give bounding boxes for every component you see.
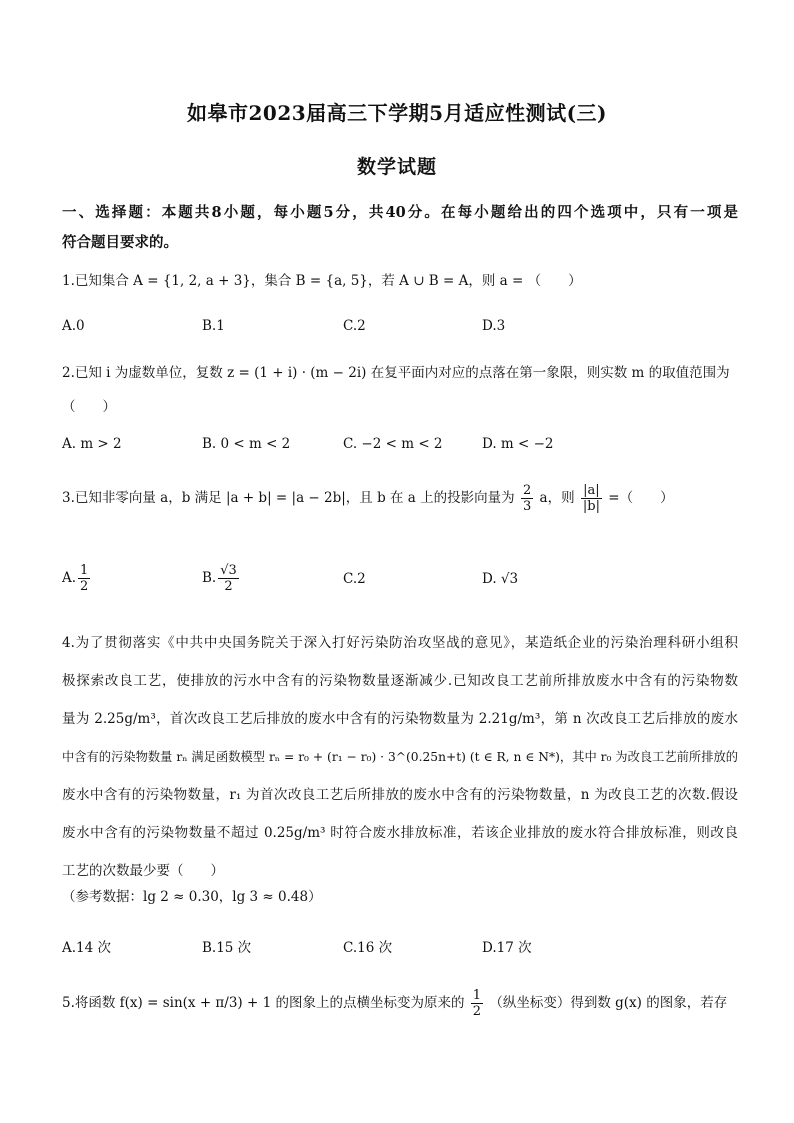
question-2-option-b: B. 0 < m < 2 bbox=[202, 436, 291, 452]
section-heading-line-2: 符合题目要求的。 bbox=[62, 234, 178, 251]
question-3-projection-fraction bbox=[521, 483, 533, 514]
question-2-option-a: A. m > 2 bbox=[62, 436, 122, 452]
question-3-option-b bbox=[202, 563, 241, 594]
question-3-option-b-denominator: 2 bbox=[224, 579, 233, 594]
question-4-option-a: A.14 次 bbox=[62, 940, 112, 956]
question-3-projection-numerator: 2 bbox=[522, 483, 532, 498]
question-4-option-b: B.15 次 bbox=[202, 940, 252, 956]
question-1-option-d: D.3 bbox=[482, 318, 506, 334]
page-subtitle: 数学试题 bbox=[356, 156, 437, 178]
question-2-stem-line-1: 2.已知 i 为虚数单位，复数 z = (1 + i) · (m − 2i) 在复平面内对应的点落在第一象限，则实数 m 的取值范围为 bbox=[62, 365, 730, 381]
question-3-stem-part-a: 3.已知非零向量 a，b 满足 |a + b| = |a − 2b|，且 b 在 a 上的投影向量为 bbox=[62, 490, 515, 506]
question-3-option-c: C.2 bbox=[343, 571, 366, 587]
question-4-line-7: 工艺的次数最少要（ ） bbox=[62, 863, 224, 879]
question-3-projection-denominator: 3 bbox=[522, 499, 532, 514]
question-2-options bbox=[62, 436, 738, 460]
question-4-line-3: 量为 2.25g/m³，首次改良工艺后排放的废水中含有的污染物数量为 2.21g/m³，第 n 次改良工艺后排放的废水 bbox=[62, 711, 738, 727]
question-4-option-c: C.16 次 bbox=[343, 940, 393, 956]
question-3-option-a-label: A. bbox=[62, 570, 77, 586]
question-1-options bbox=[62, 318, 738, 342]
question-2-option-c: C. −2 < m < 2 bbox=[343, 436, 443, 452]
question-1-option-a: A.0 bbox=[62, 318, 85, 334]
section-heading bbox=[62, 198, 738, 258]
question-4-line-1: 4.为了贯彻落实《中共中央国务院关于深入打好污染防治攻坚战的意见》，某造纸企业的污染治理科研小组积 bbox=[62, 635, 738, 651]
question-3-option-a bbox=[62, 563, 92, 594]
question-3-option-d: D. √3 bbox=[482, 571, 519, 587]
question-4-line-6: 废水中含有的污染物数量不超过 0.25g/m³ 时符合废水排放标准，若该企业排放的废水符合排放标准，则改良 bbox=[62, 825, 738, 841]
question-2-stem bbox=[62, 362, 738, 418]
question-2-option-d: D. m < −2 bbox=[482, 436, 554, 452]
question-2-stem-line-2: （ ） bbox=[62, 399, 116, 415]
question-1-stem: 1.已知集合 A = {1, 2, a + 3}，集合 B = {a, 5}，若 A ∪ B = A，则 a = （ ） bbox=[62, 273, 582, 289]
question-5-half-numerator: 1 bbox=[472, 988, 482, 1003]
question-3-stem-part-c: =（ ） bbox=[608, 490, 674, 506]
question-5-stem-part-b: （纵坐标变）得到数 g(x) 的图象，若存 bbox=[489, 995, 728, 1011]
question-4-options bbox=[62, 936, 738, 960]
question-5-stem-part-a: 5.将函数 f(x) = sin(x + π/3) + 1 的图象上的点横坐标变为原来的 bbox=[62, 995, 465, 1011]
section-heading-line-1: 一、选择题：本题共8小题，每小题5分，共40分。在每小题给出的四个选项中，只有一项是 bbox=[62, 204, 738, 221]
question-4-line-5: 废水中含有的污染物数量，r₁ 为首次改良工艺后所排放的废水中含有的污染物数量，n 为改良工艺的次数.假设 bbox=[62, 787, 738, 803]
question-5-half-denominator: 2 bbox=[472, 1004, 482, 1019]
question-3-options bbox=[62, 563, 738, 603]
question-4-line-2: 极探索改良工艺，使排放的污水中含有的污染物数量逐渐减少.已知改良工艺前所排放废水中含有的污染物数 bbox=[62, 673, 738, 689]
question-3-option-b-fraction bbox=[218, 563, 239, 594]
page-title: 如皋市2023届高三下学期5月适应性测试(三) bbox=[186, 101, 607, 125]
question-3-option-a-fraction bbox=[78, 563, 90, 594]
question-1-option-c: C.2 bbox=[343, 318, 366, 334]
question-1-option-b: B.1 bbox=[202, 318, 225, 334]
question-3-option-a-denominator: 2 bbox=[80, 579, 89, 594]
question-3-option-b-label: B. bbox=[202, 570, 217, 586]
question-4-option-d: D.17 次 bbox=[482, 940, 532, 956]
question-5-stem bbox=[62, 985, 738, 1021]
question-3-ratio-fraction bbox=[581, 483, 602, 514]
question-3-stem bbox=[62, 480, 738, 516]
question-3-stem-part-b: a，则 bbox=[539, 490, 575, 506]
question-3-ratio-numerator: |a| bbox=[583, 483, 600, 498]
question-3-ratio-denominator: |b| bbox=[582, 499, 600, 514]
question-4-line-4: 中含有的污染物数量 rₙ 满足函数模型 rₙ = r₀ + (r₁ − r₀) · 3^(0.25n+t) (t ∈ R, n ∈ N*)，其中 r₀ 为改良工艺前所排放的 bbox=[62, 750, 738, 764]
question-4-reference: （参考数据：lg 2 ≈ 0.30，lg 3 ≈ 0.48） bbox=[62, 889, 322, 905]
question-3-option-b-numerator: √3 bbox=[220, 563, 237, 578]
question-5-half-fraction bbox=[471, 988, 483, 1019]
question-3-option-a-numerator: 1 bbox=[80, 563, 89, 578]
question-4-stem bbox=[62, 624, 738, 890]
